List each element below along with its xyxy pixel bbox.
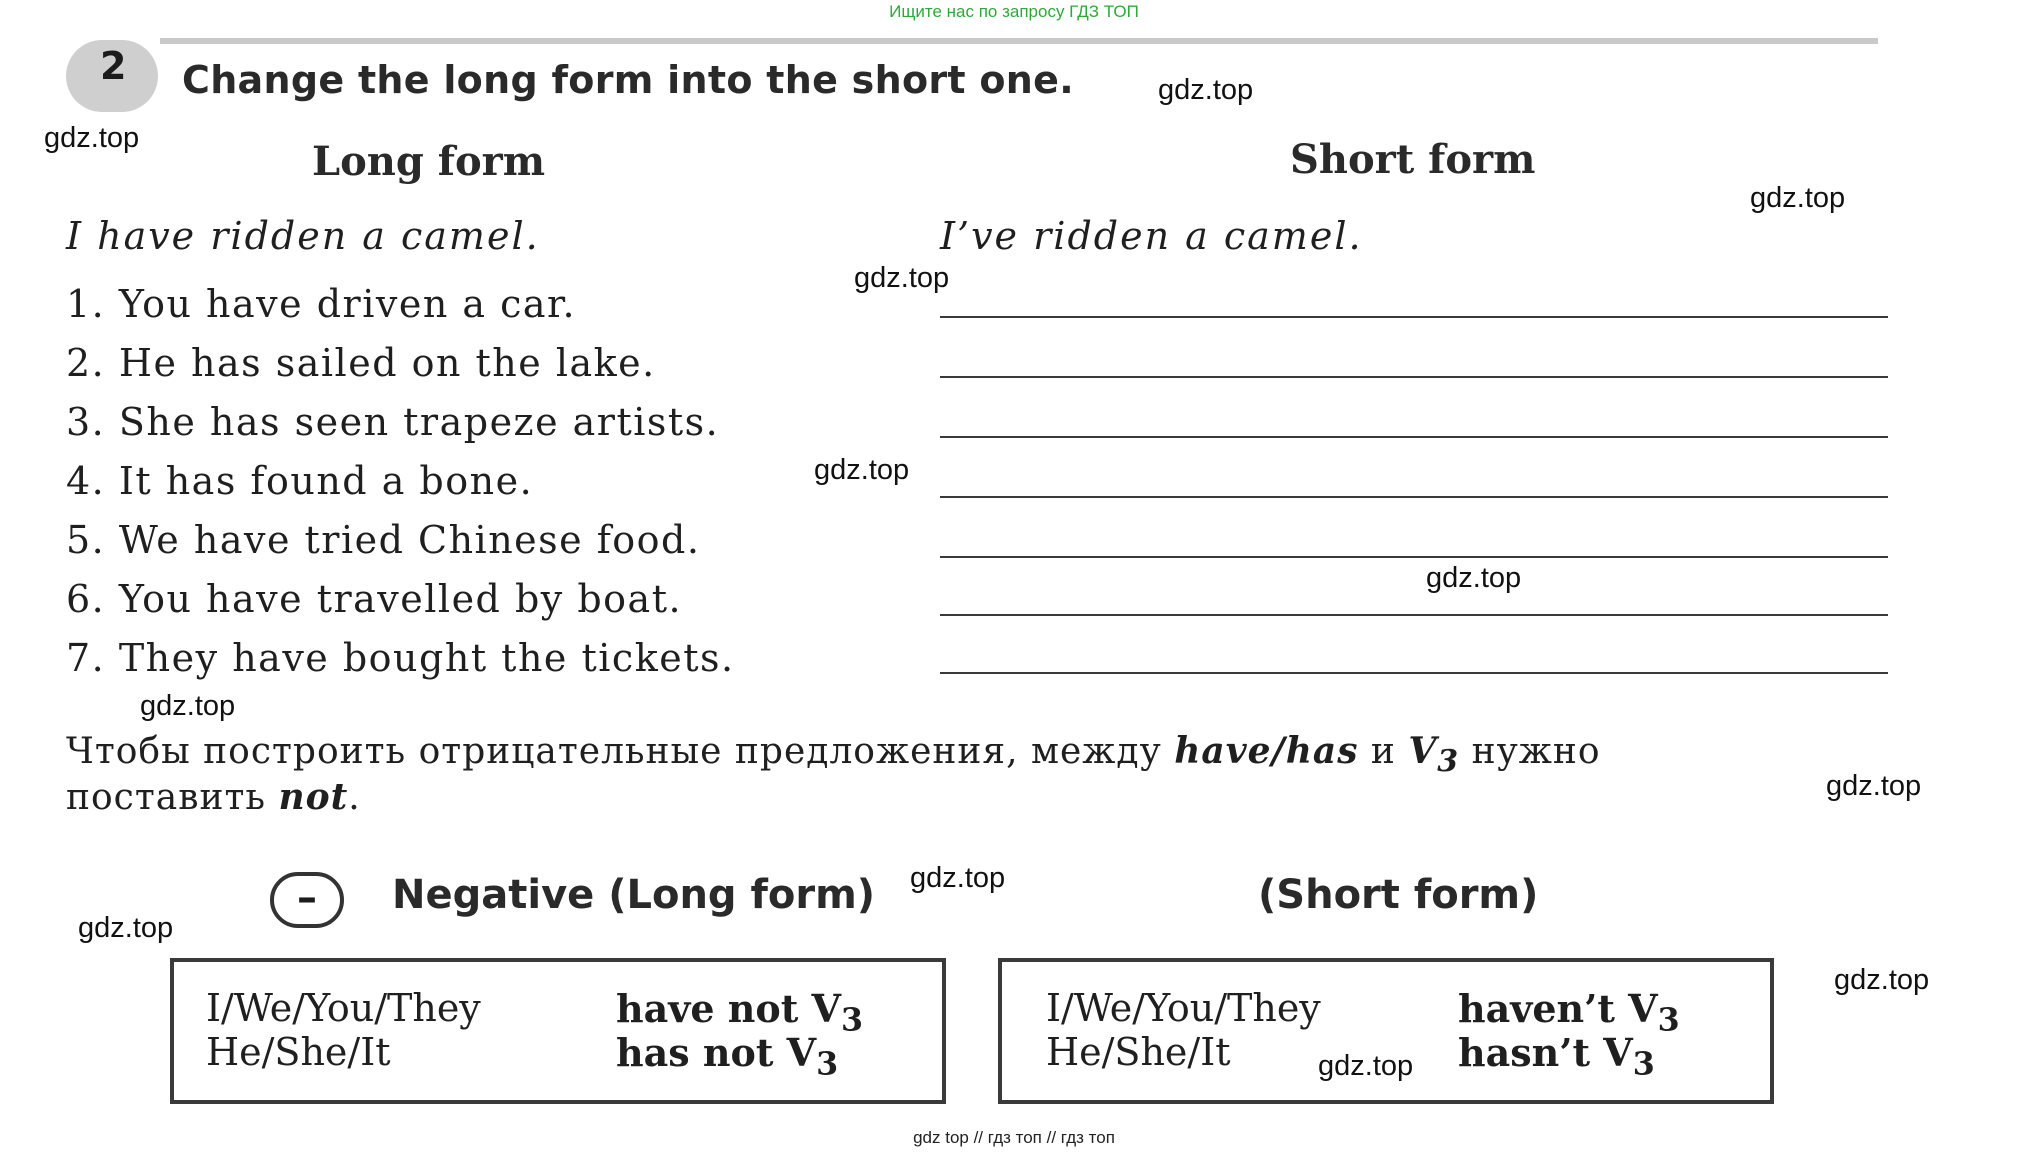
answer-line-4[interactable] bbox=[940, 496, 1888, 498]
answer-line-6[interactable] bbox=[940, 614, 1888, 616]
rule-line-2 bbox=[66, 776, 361, 818]
answer-line-7[interactable] bbox=[940, 672, 1888, 674]
footer: gdz top // гдз топ // гдз топ bbox=[913, 1128, 1115, 1147]
short-row-2-verb-text: hasn’t V bbox=[1458, 1030, 1633, 1075]
long-row-2-subscript: 3 bbox=[816, 1045, 839, 1083]
top-rule bbox=[160, 38, 1878, 44]
watermark: gdz.top bbox=[1834, 964, 1930, 996]
long-row-2-verb-text: has not V bbox=[616, 1030, 817, 1075]
watermark: gdz.top bbox=[78, 912, 174, 944]
rule-text-b: и bbox=[1358, 731, 1409, 772]
sentence-7: 7. They have bought the tickets. bbox=[66, 636, 735, 680]
top-banner: Ищите нас по запросу ГДЗ ТОП bbox=[889, 2, 1139, 21]
watermark: gdz.top bbox=[854, 262, 950, 294]
rule-text-c: нужно bbox=[1459, 731, 1601, 772]
negative-long-heading: Negative (Long form) bbox=[392, 872, 876, 918]
long-row-1-subject: I/We/You/They bbox=[206, 986, 481, 1030]
sentence-1: 1. You have driven a car. bbox=[66, 282, 577, 326]
short-row-2-verb bbox=[1458, 1030, 1655, 1083]
example-long: I have ridden a camel. bbox=[66, 214, 540, 258]
watermark: gdz.top bbox=[1826, 770, 1922, 802]
watermark: gdz.top bbox=[910, 862, 1006, 894]
answer-line-5[interactable] bbox=[940, 556, 1888, 558]
watermark: gdz.top bbox=[44, 122, 140, 154]
watermark: gdz.top bbox=[1426, 562, 1522, 594]
rule-term: have/has bbox=[1174, 730, 1359, 772]
rule-not-word: not bbox=[278, 776, 349, 818]
short-row-1-subscript: 3 bbox=[1657, 1001, 1680, 1039]
minus-icon: – bbox=[270, 872, 344, 928]
answer-line-2[interactable] bbox=[940, 376, 1888, 378]
short-row-1-verb-text: haven’t V bbox=[1458, 986, 1658, 1031]
long-row-2-verb bbox=[616, 1030, 838, 1083]
long-row-1-verb-text: have not V bbox=[616, 986, 841, 1031]
long-row-2-subject: He/She/It bbox=[206, 1030, 391, 1074]
sentence-6: 6. You have travelled by boat. bbox=[66, 577, 683, 621]
rule-v-subscript: 3 bbox=[1437, 744, 1460, 780]
short-row-2-subject: He/She/It bbox=[1046, 1030, 1231, 1074]
short-row-1-subject: I/We/You/They bbox=[1046, 986, 1321, 1030]
sentence-4: 4. It has found a bone. bbox=[66, 459, 534, 503]
long-row-1-subscript: 3 bbox=[840, 1001, 864, 1039]
negative-short-heading: (Short form) bbox=[1258, 872, 1539, 918]
rule-line-1 bbox=[66, 730, 1601, 779]
watermark: gdz.top bbox=[814, 454, 910, 486]
sentence-5: 5. We have tried Chinese food. bbox=[66, 518, 701, 562]
short-row-2-subscript: 3 bbox=[1632, 1045, 1655, 1083]
rule-text-e: . bbox=[348, 777, 361, 818]
rule-v bbox=[1408, 730, 1460, 780]
long-form-heading: Long form bbox=[312, 138, 546, 185]
watermark: gdz.top bbox=[1318, 1050, 1414, 1082]
example-short: I’ve ridden a camel. bbox=[940, 214, 1363, 258]
sentence-3: 3. She has seen trapeze artists. bbox=[66, 400, 720, 444]
short-form-heading: Short form bbox=[1290, 136, 1536, 183]
exercise-number: 2 bbox=[100, 44, 127, 88]
rule-v-letter: V bbox=[1408, 730, 1438, 772]
watermark: gdz.top bbox=[1750, 182, 1846, 214]
watermark: gdz.top bbox=[1158, 74, 1254, 106]
sentence-2: 2. He has sailed on the lake. bbox=[66, 341, 656, 385]
watermark: gdz.top bbox=[140, 690, 236, 722]
answer-line-3[interactable] bbox=[940, 436, 1888, 438]
exercise-title: Change the long form into the short one. bbox=[182, 58, 1074, 102]
answer-line-1[interactable] bbox=[940, 316, 1888, 318]
rule-text-a: Чтобы построить отрицательные предложения, между bbox=[66, 731, 1175, 772]
rule-text-d: поставить bbox=[66, 777, 279, 818]
